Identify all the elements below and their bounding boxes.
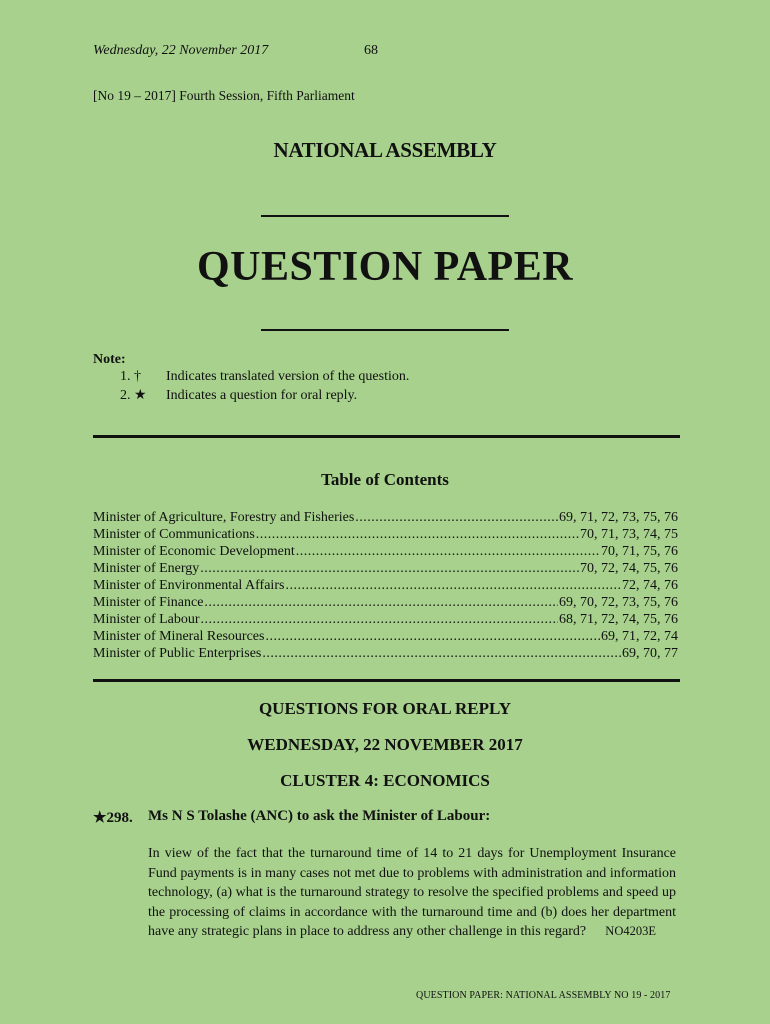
toc-leader	[285, 577, 621, 594]
toc-leader	[296, 543, 600, 560]
toc-entry[interactable]	[93, 543, 678, 560]
toc-entry[interactable]	[93, 526, 678, 543]
toc-entry-name: Minister of Mineral Resources	[93, 629, 265, 644]
toc-entry-pages: 70, 71, 73, 74, 75	[580, 527, 678, 542]
toc-entry-name: Minister of Communications	[93, 527, 255, 542]
toc-leader	[355, 509, 558, 526]
question-body: In view of the fact that the turnaround time of 14 to 21 days for Unemployment Insurance Fund payments is in many cases not met due to problems with administration and information technology, (a) what is the turnaround strategy to resolve the specified problems and speed up the processing of claims in accordance with the turnaround time and (b) does her department have any strategic plans in place to address any other challenge in this regard?	[148, 846, 676, 939]
session-line: [No 19 – 2017] Fourth Session, Fifth Parliament	[93, 88, 355, 103]
note-text: Indicates translated version of the question.	[166, 369, 410, 384]
toc-entry-pages: 70, 71, 75, 76	[601, 544, 678, 559]
section-heading: QUESTIONS FOR ORAL REPLY	[258, 699, 512, 718]
toc-leader	[200, 560, 579, 577]
note-item	[120, 369, 409, 385]
toc-entry-pages: 69, 70, 77	[622, 646, 678, 661]
toc-entry-name: Minister of Energy	[93, 561, 200, 576]
toc-entry[interactable]	[93, 577, 678, 594]
toc-entry-pages: 69, 71, 72, 74	[601, 629, 678, 644]
toc-title: Table of Contents	[321, 470, 449, 489]
question-reference: NO4203E	[605, 924, 656, 938]
toc-leader	[262, 645, 621, 662]
toc-entry[interactable]	[93, 509, 678, 526]
question-number	[93, 808, 133, 827]
toc-entry[interactable]	[93, 628, 678, 645]
question-body-block	[148, 844, 676, 942]
cluster-heading: CLUSTER 4: ECONOMICS	[280, 771, 490, 790]
note-marker: 2. ★	[120, 388, 147, 403]
paper-title: QUESTION PAPER	[196, 244, 574, 290]
toc-entry-name: Minister of Labour	[93, 612, 200, 627]
page-footer: QUESTION PAPER: NATIONAL ASSEMBLY NO 19 - 2017	[416, 990, 671, 1001]
toc-entry-name: Minister of Agriculture, Forestry and Fisheries	[93, 510, 355, 525]
star-icon: ★	[93, 810, 107, 826]
toc-entry[interactable]	[93, 645, 678, 662]
assembly-title: NATIONAL ASSEMBLY	[273, 138, 497, 162]
section-divider	[93, 679, 680, 682]
toc-leader	[265, 628, 600, 645]
note-marker: 1. †	[120, 369, 141, 384]
toc-entry[interactable]	[93, 594, 678, 611]
toc-entry-name: Minister of Economic Development	[93, 544, 295, 559]
note-label: Note:	[93, 352, 126, 367]
divider-top	[261, 215, 509, 217]
table-of-contents	[93, 509, 678, 662]
toc-entry[interactable]	[93, 560, 678, 577]
note-text: Indicates a question for oral reply.	[166, 388, 358, 403]
question-asker: Ms N S Tolashe (ANC) to ask the Minister of Labour:	[148, 808, 491, 824]
question-number-text: 298.	[106, 810, 133, 826]
toc-entry-name: Minister of Public Enterprises	[93, 646, 262, 661]
header-date: Wednesday, 22 November 2017	[93, 43, 269, 58]
section-divider	[93, 435, 680, 438]
toc-entry-name: Minister of Environmental Affairs	[93, 578, 285, 593]
toc-entry-pages: 70, 72, 74, 75, 76	[580, 561, 678, 576]
toc-entry-name: Minister of Finance	[93, 595, 204, 610]
toc-entry[interactable]	[93, 611, 678, 628]
note-item	[120, 387, 357, 404]
toc-entry-pages: 69, 71, 72, 73, 75, 76	[559, 510, 678, 525]
toc-entry-pages: 68, 71, 72, 74, 75, 76	[559, 612, 678, 627]
toc-leader	[256, 526, 579, 543]
toc-entry-pages: 69, 70, 72, 73, 75, 76	[559, 595, 678, 610]
toc-entry-pages: 72, 74, 76	[622, 578, 678, 593]
page-number: 68	[364, 43, 378, 58]
divider-bottom	[261, 329, 509, 331]
toc-leader	[204, 594, 558, 611]
toc-leader	[201, 611, 558, 628]
section-date: WEDNESDAY, 22 NOVEMBER 2017	[247, 735, 523, 754]
